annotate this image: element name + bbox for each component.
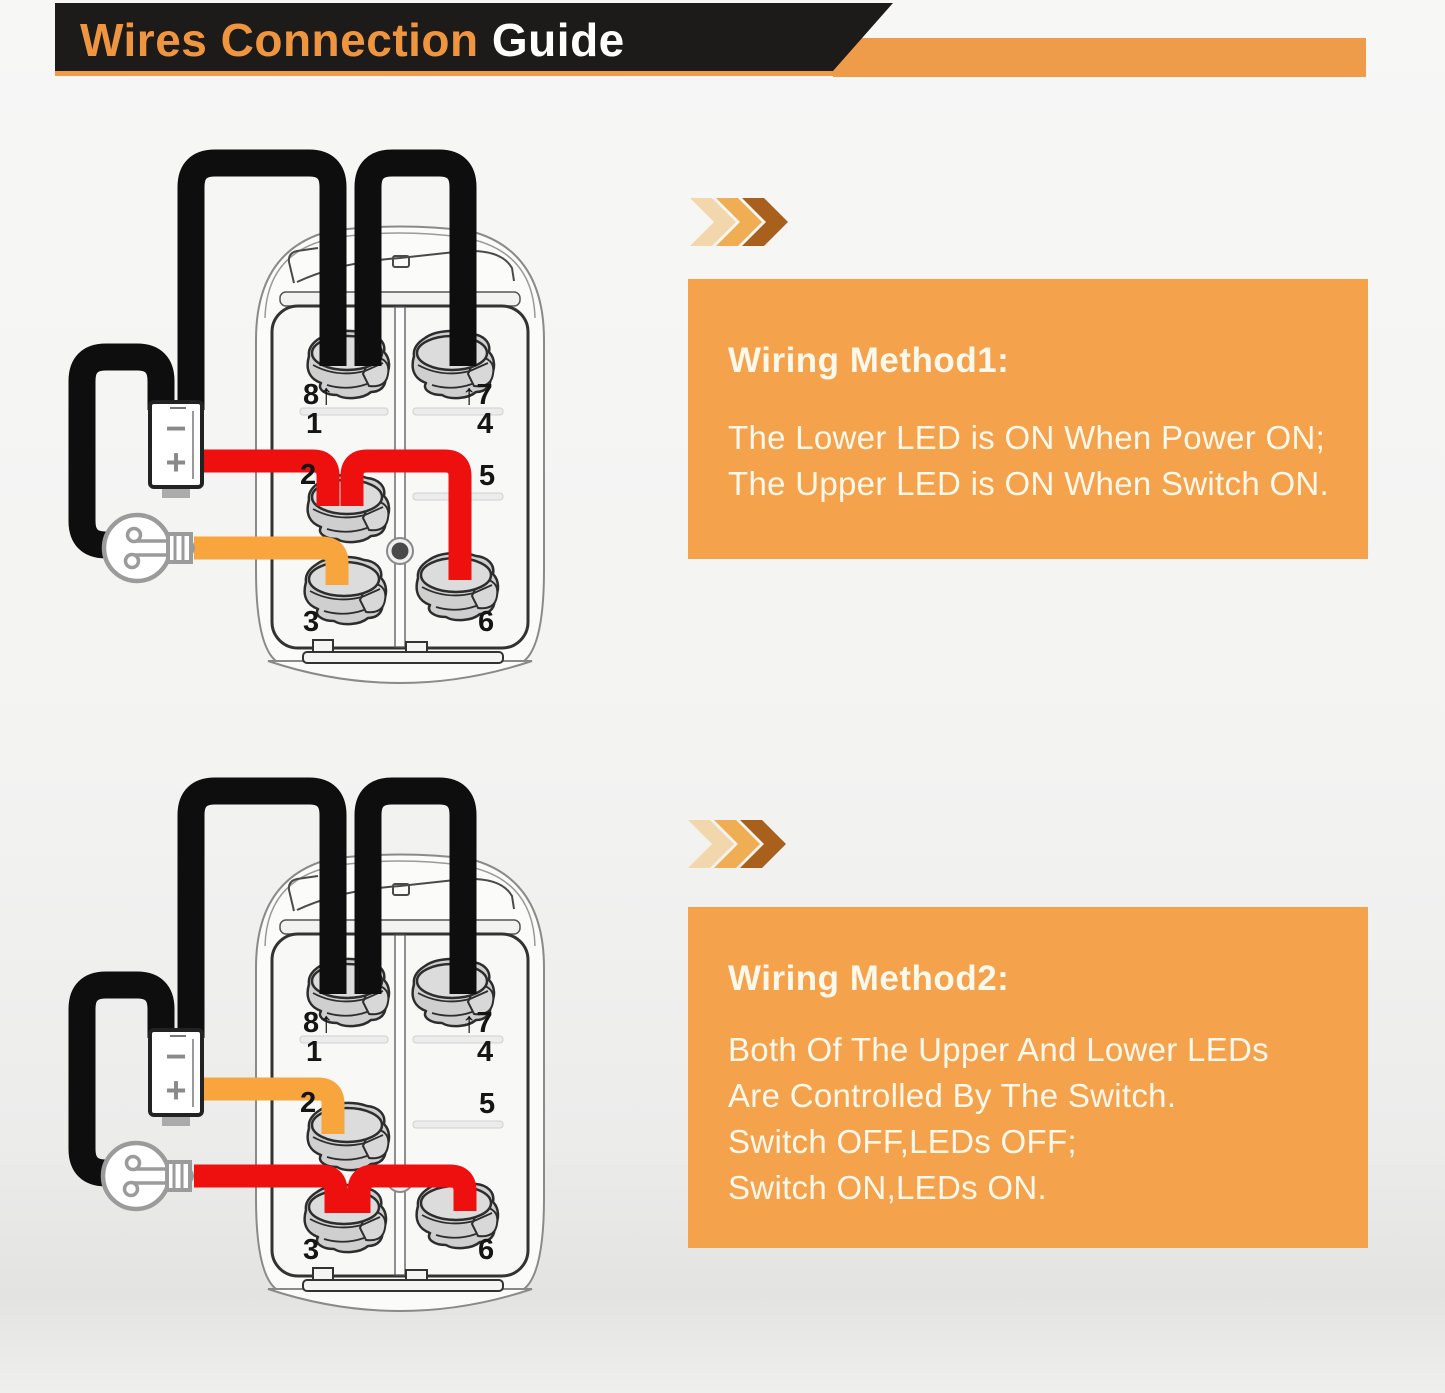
chevrons-icon-2 (688, 820, 786, 868)
battery-plus-label: + (165, 1069, 187, 1111)
light-bulb-icon (104, 515, 195, 581)
terminal-label-1: 1 (306, 408, 323, 440)
method1-line: The Upper LED is ON When Switch ON. (728, 465, 1330, 502)
terminal-label-4: 4 (477, 1036, 494, 1068)
method1-line: The Lower LED is ON When Power ON; (728, 419, 1326, 456)
terminal-label-8: 8↑ (303, 1007, 334, 1039)
terminal-label-6: 6 (478, 1234, 495, 1266)
diagram-method1 (82, 163, 544, 683)
battery-plus-label: + (165, 441, 187, 483)
method2-line: Switch OFF,LEDs OFF; (728, 1123, 1077, 1160)
light-bulb-icon (103, 1143, 194, 1209)
terminal-label-4: 4 (477, 408, 494, 440)
diagram-method2 (82, 791, 544, 1311)
method2-line: Switch ON,LEDs ON. (728, 1169, 1047, 1206)
terminal-label-5: 5 (479, 1088, 496, 1120)
method2-title: Wiring Method2: (728, 959, 1010, 998)
terminal-label-3: 3 (303, 1234, 320, 1266)
terminal-label-3: 3 (303, 606, 320, 638)
terminal-label-7: ↑7 (462, 1007, 493, 1039)
chevrons-icon-1 (690, 198, 788, 246)
terminal-label-8: 8↑ (303, 379, 334, 411)
page-title-accent: Wires Connection (80, 14, 479, 66)
terminal-label-7: ↑7 (462, 379, 493, 411)
header-banner (55, 3, 1366, 77)
page-title-rest: Guide (491, 14, 625, 66)
battery-minus-label: − (165, 1035, 187, 1077)
battery-minus-label: − (165, 407, 187, 449)
terminal-label-6: 6 (478, 606, 495, 638)
terminal-knob-2 (308, 1103, 389, 1170)
terminal-label-5: 5 (479, 460, 496, 492)
terminal-label-2: 2 (300, 459, 317, 491)
method2-line: Are Controlled By The Switch. (728, 1077, 1177, 1114)
header-orange-strip (833, 38, 1366, 77)
method2-line: Both Of The Upper And Lower LEDs (728, 1031, 1269, 1068)
info-card-method1 (688, 279, 1368, 559)
method1-title: Wiring Method1: (728, 341, 1010, 380)
terminal-label-1: 1 (306, 1036, 323, 1068)
info-card-method2 (688, 907, 1368, 1248)
terminal-label-2: 2 (300, 1087, 317, 1119)
page-title (80, 14, 625, 66)
